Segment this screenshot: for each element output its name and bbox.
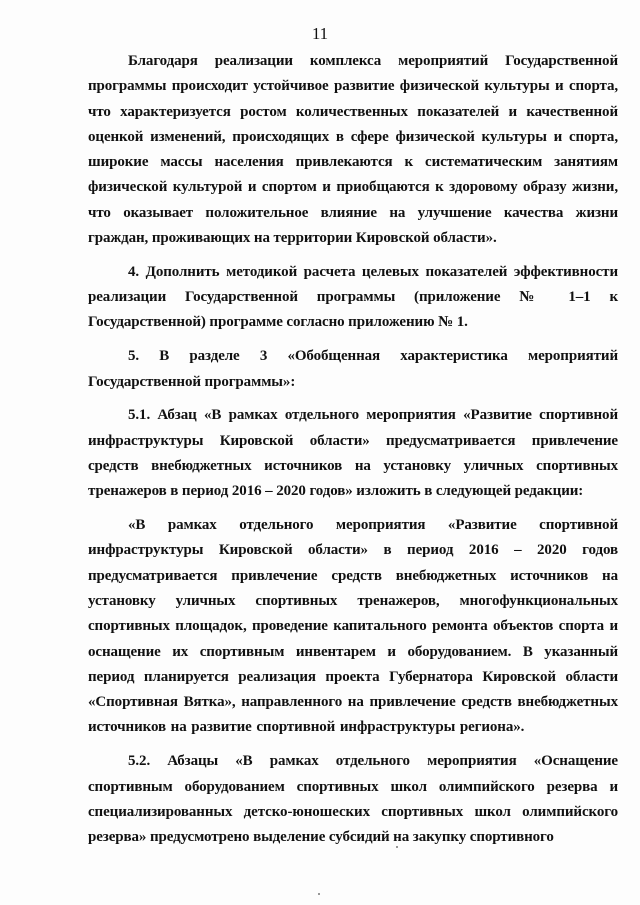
paragraph-item-5: 5. В разделе 3 «Обобщенная характеристика мероприятий Государственной программы»:: [88, 348, 618, 390]
paragraph-program-results: Благодаря реализации комплекса мероприятий Государственной программы происходит устойчивое развитие физической культуры и спорта, что характеризуется ростом количественных показателей и качественной оценкой изменений, происходящих в сфере физической культуры и спорта, широкие массы населения привлекаются к систематическим занятиям физической культурой и спортом и приобщаются к здоровому образу жизни, что оказывает положительное влияние на улучшение качества жизни граждан, проживающих на территории Кировской области».: [88, 53, 618, 247]
paragraph-item-4: 4. Дополнить методикой расчета целевых показателей эффективности реализации Государственной программы (приложение № 1–1 к Государственной) программе согласно приложению № 1.: [88, 263, 618, 331]
document-body: [88, 49, 618, 850]
page-number: 11: [311, 24, 329, 43]
paragraph-new-wording: «В рамках отдельного мероприятия «Развитие спортивной инфраструктуры Кировской области» в период 2016 – 2020 годов предусматривается привлечение средств внебюджетных источников на установку уличных спортивных тренажеров, многофункциональных спортивных площадок, проведение капитального ремонта объектов спорта и оснащение их спортивным инвентарем и оборудованием. В указанный период планируется реализация проекта Губернатора Кировской области «Спортивная Вятка», направленного на привлечение средств внебюджетных источников на развитие спортивной инфраструктуры региона».: [88, 517, 618, 736]
paragraph-item-5-1: 5.1. Абзац «В рамках отдельного мероприятия «Развитие спортивной инфраструктуры Кировской области» предусматривается привлечение средств внебюджетных источников на установку уличных спортивных тренажеров в период 2016 – 2020 годов» изложить в следующей редакции:: [88, 407, 618, 500]
paragraph-item-5-2: 5.2. Абзацы «В рамках отдельного мероприятия «Оснащение спортивным оборудованием спортивных школ олимпийского резерва и специализированных детско-юношеских спортивных школ олимпийского резерва» предусмотрено выделение субсидий на закупку спортивного: [88, 753, 618, 846]
scan-speck: [396, 846, 398, 848]
scan-speck: [318, 893, 320, 895]
